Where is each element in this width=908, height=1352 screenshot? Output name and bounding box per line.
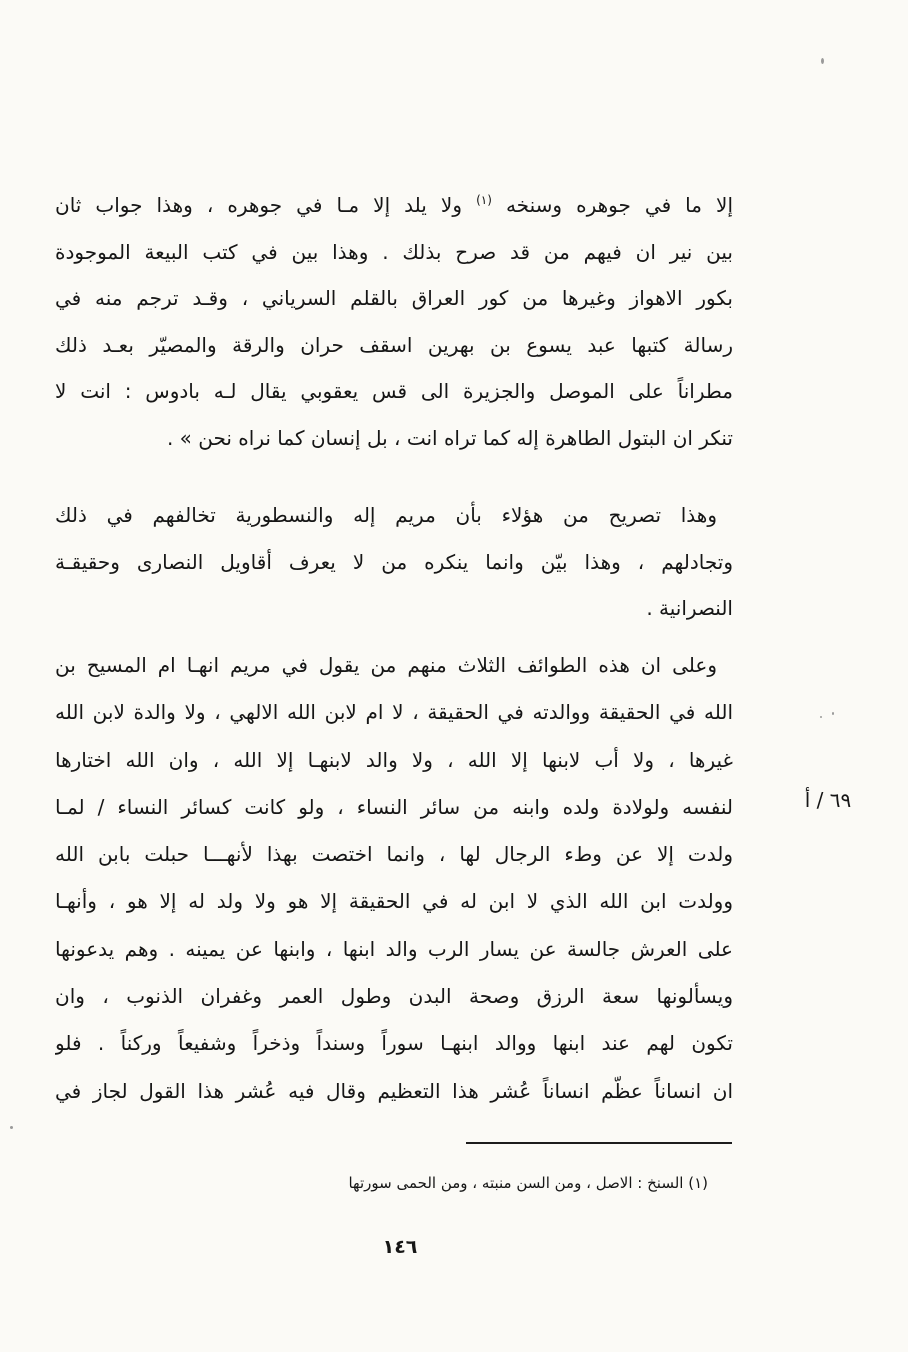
paragraph	[55, 492, 733, 632]
text-line: على العرش جالسة عن يسار الرب والد ابنها ، وابنها عن يمينه . وهم يدعونها	[55, 936, 733, 961]
text-line: وعلى ان هذه الطوائف الثلاث منهم من يقول في مريم انهـا ام المسيح بن	[55, 653, 717, 677]
text-line: لنفسه ولولادة ولده وابنه من سائر النساء ، ولو كانت كسائر النساء / لمـا	[55, 794, 733, 819]
text-line: وهذا تصريح من هؤلاء بأن مريم إله والنسطورية تخالفهم في ذلك	[55, 503, 717, 527]
page-number: ١٤٦	[382, 1236, 418, 1258]
footnote: (١) السنخ : الاصل ، ومن السن منبته ، ومن الحمى سورتها	[348, 1174, 708, 1192]
text-line: ويسألونها سعة الرزق وصحة البدن وطول العمر وغفران الذنوب ، وان	[55, 984, 733, 1009]
text-line: وولدت ابن الله الذي لا ابن له في الحقيقة إلا هو ولا ولد له إلا هو ، وأنهـا	[55, 889, 733, 914]
text-line: ان انساناً عظّم انساناً عُشر هذا التعظيم وقال فيه عُشر هذا القول لجاز في	[55, 1078, 733, 1103]
text-line: رسالة كتبها عبد يسوع بن بهرين اسقف حران والرقة والمصيّر بعـد ذلك	[55, 332, 733, 357]
text-line: وتجادلهم ، وهذا بيّن وانما ينكره من لا يعرف أقاويل النصارى وحقيقـة	[55, 549, 733, 574]
footnote-reference: (١)	[476, 193, 492, 207]
paragraph	[55, 182, 733, 462]
text-line: الله في الحقيقة ووالدته في الحقيقة ، لا ام لابن الله الالهي ، ولا والدة لابن الله	[55, 700, 733, 725]
folio-margin-note: ٦٩ / أ	[804, 788, 852, 812]
text-line	[55, 182, 733, 229]
text-line: النصرانية .	[646, 596, 733, 621]
text-line: تنكر ان البتول الطاهرة إله كما تراه انت ، بل إنسان كما نراه نحن » .	[166, 425, 733, 450]
text-segment: إلا ما في جوهره وسنخه	[505, 193, 733, 217]
text-line: تكون لهم عند ابنها ووالد ابنهـا سوراً وسنداً وذخراً وشفيعاً وركناً . فلو	[55, 1031, 733, 1056]
paragraph	[55, 642, 733, 1115]
scan-speck	[10, 1126, 13, 1129]
text-line: بكور الاهواز وغيرها من كور العراق بالقلم السرياني ، وقـد ترجم منه في	[55, 286, 733, 311]
text-line: بين نير ان فيهم من قد صرح بذلك . وهذا بين في كتب البيعة الموجودة	[55, 239, 733, 264]
scan-speck	[832, 712, 834, 715]
text-segment: ولا يلد إلا مـا في جوهره ، وهذا جواب ثان	[55, 193, 462, 217]
scan-speck	[820, 716, 822, 718]
footnote-divider	[466, 1142, 732, 1144]
text-line: ولدت إلا عن وطء الرجال لها ، وانما اختصت بهذا لأنهـــا حبلت بابن الله	[55, 842, 733, 867]
text-line: مطراناً على الموصل والجزيرة الى قس يعقوبي يقال لـه بادوس : انت لا	[55, 379, 733, 404]
text-line: غيرها ، ولا أب لابنها إلا الله ، ولا والد لابنهـا إلا الله ، وان الله اختارها	[55, 747, 733, 772]
scan-speck	[821, 58, 824, 64]
